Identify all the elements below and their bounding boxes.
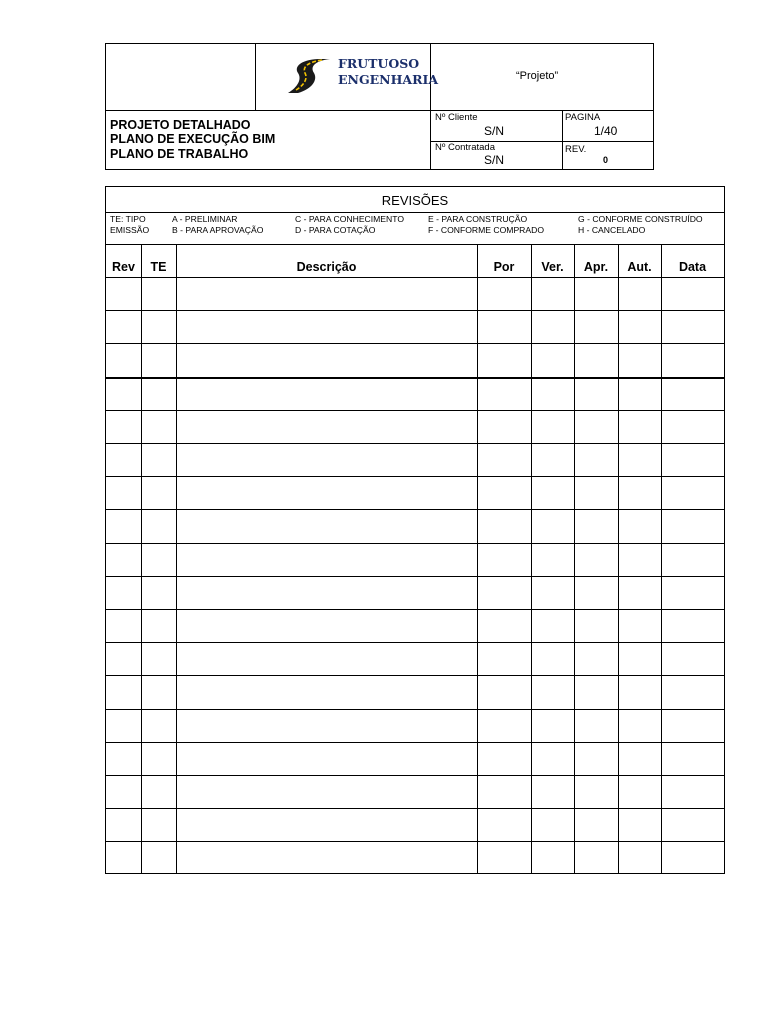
legend-item-a: A - PRELIMINAR — [172, 214, 238, 224]
company-name-line2: ENGENHARIA — [338, 72, 439, 87]
header-divider — [106, 110, 654, 111]
contract-label: Nº Contratada — [435, 142, 495, 153]
table-row — [106, 543, 724, 576]
table-row — [106, 576, 724, 609]
legend-item-b: B - PARA APROVAÇÃO — [172, 225, 264, 235]
col-header-te: TE — [150, 260, 167, 274]
table-row — [106, 277, 724, 310]
table-row — [106, 642, 724, 675]
legend-item-e: E - PARA CONSTRUÇÃO — [428, 214, 528, 224]
col-header-authorized: Aut. — [627, 260, 652, 274]
table-row — [106, 476, 724, 509]
revisions-table — [105, 186, 725, 874]
legend-item-f: F - CONFORME COMPRADO — [428, 225, 545, 235]
legend-te-label: EMISSÃO — [110, 225, 150, 235]
col-header-rev: Rev — [112, 260, 135, 274]
table-row — [106, 443, 724, 476]
header-divider — [255, 44, 256, 110]
legend-item-d: D - PARA COTAÇÃO — [295, 225, 376, 235]
table-divider — [106, 244, 724, 245]
table-row — [106, 310, 724, 343]
legend-item-h: H - CANCELADO — [578, 225, 646, 235]
table-row — [106, 609, 724, 642]
rev-value: 0 — [603, 155, 609, 165]
project-name: “Projeto” — [516, 70, 559, 82]
revisions-title: REVISÕES — [381, 193, 449, 208]
col-header-verified: Ver. — [541, 260, 564, 274]
page-label: PAGINA — [565, 112, 601, 123]
rev-label: REV. — [565, 144, 587, 155]
company-name-line1: FRUTUOSO — [338, 56, 420, 71]
page-value: 1/40 — [594, 124, 618, 138]
company-logo — [282, 54, 439, 102]
client-label: Nº Cliente — [435, 112, 478, 123]
doc-title-line2: PLANO DE EXECUÇÃO BIM — [110, 132, 276, 146]
document-header — [105, 43, 654, 170]
col-header-date: Data — [678, 260, 707, 274]
legend-te-label: TE: TIPO — [110, 214, 146, 224]
table-row — [106, 709, 724, 742]
col-header-by: Por — [493, 260, 515, 274]
header-divider — [562, 110, 563, 170]
legend-item-g: G - CONFORME CONSTRUÍDO — [578, 214, 703, 224]
table-row — [106, 775, 724, 808]
table-row — [106, 509, 724, 542]
client-value: S/N — [484, 124, 505, 138]
table-row — [106, 343, 724, 376]
table-divider — [106, 212, 724, 213]
table-row — [106, 742, 724, 775]
legend-item-c: C - PARA CONHECIMENTO — [295, 214, 405, 224]
table-row — [106, 675, 724, 708]
doc-title-line3: PLANO DE TRABALHO — [110, 147, 249, 161]
contract-value: S/N — [484, 153, 505, 167]
table-row — [106, 410, 724, 443]
col-header-description: Descrição — [296, 260, 357, 274]
table-row — [106, 808, 724, 841]
road-icon — [284, 57, 334, 95]
table-row — [106, 377, 724, 410]
doc-title-line1: PROJETO DETALHADO — [110, 118, 251, 132]
table-row — [106, 841, 724, 874]
col-header-approved: Apr. — [583, 260, 609, 274]
